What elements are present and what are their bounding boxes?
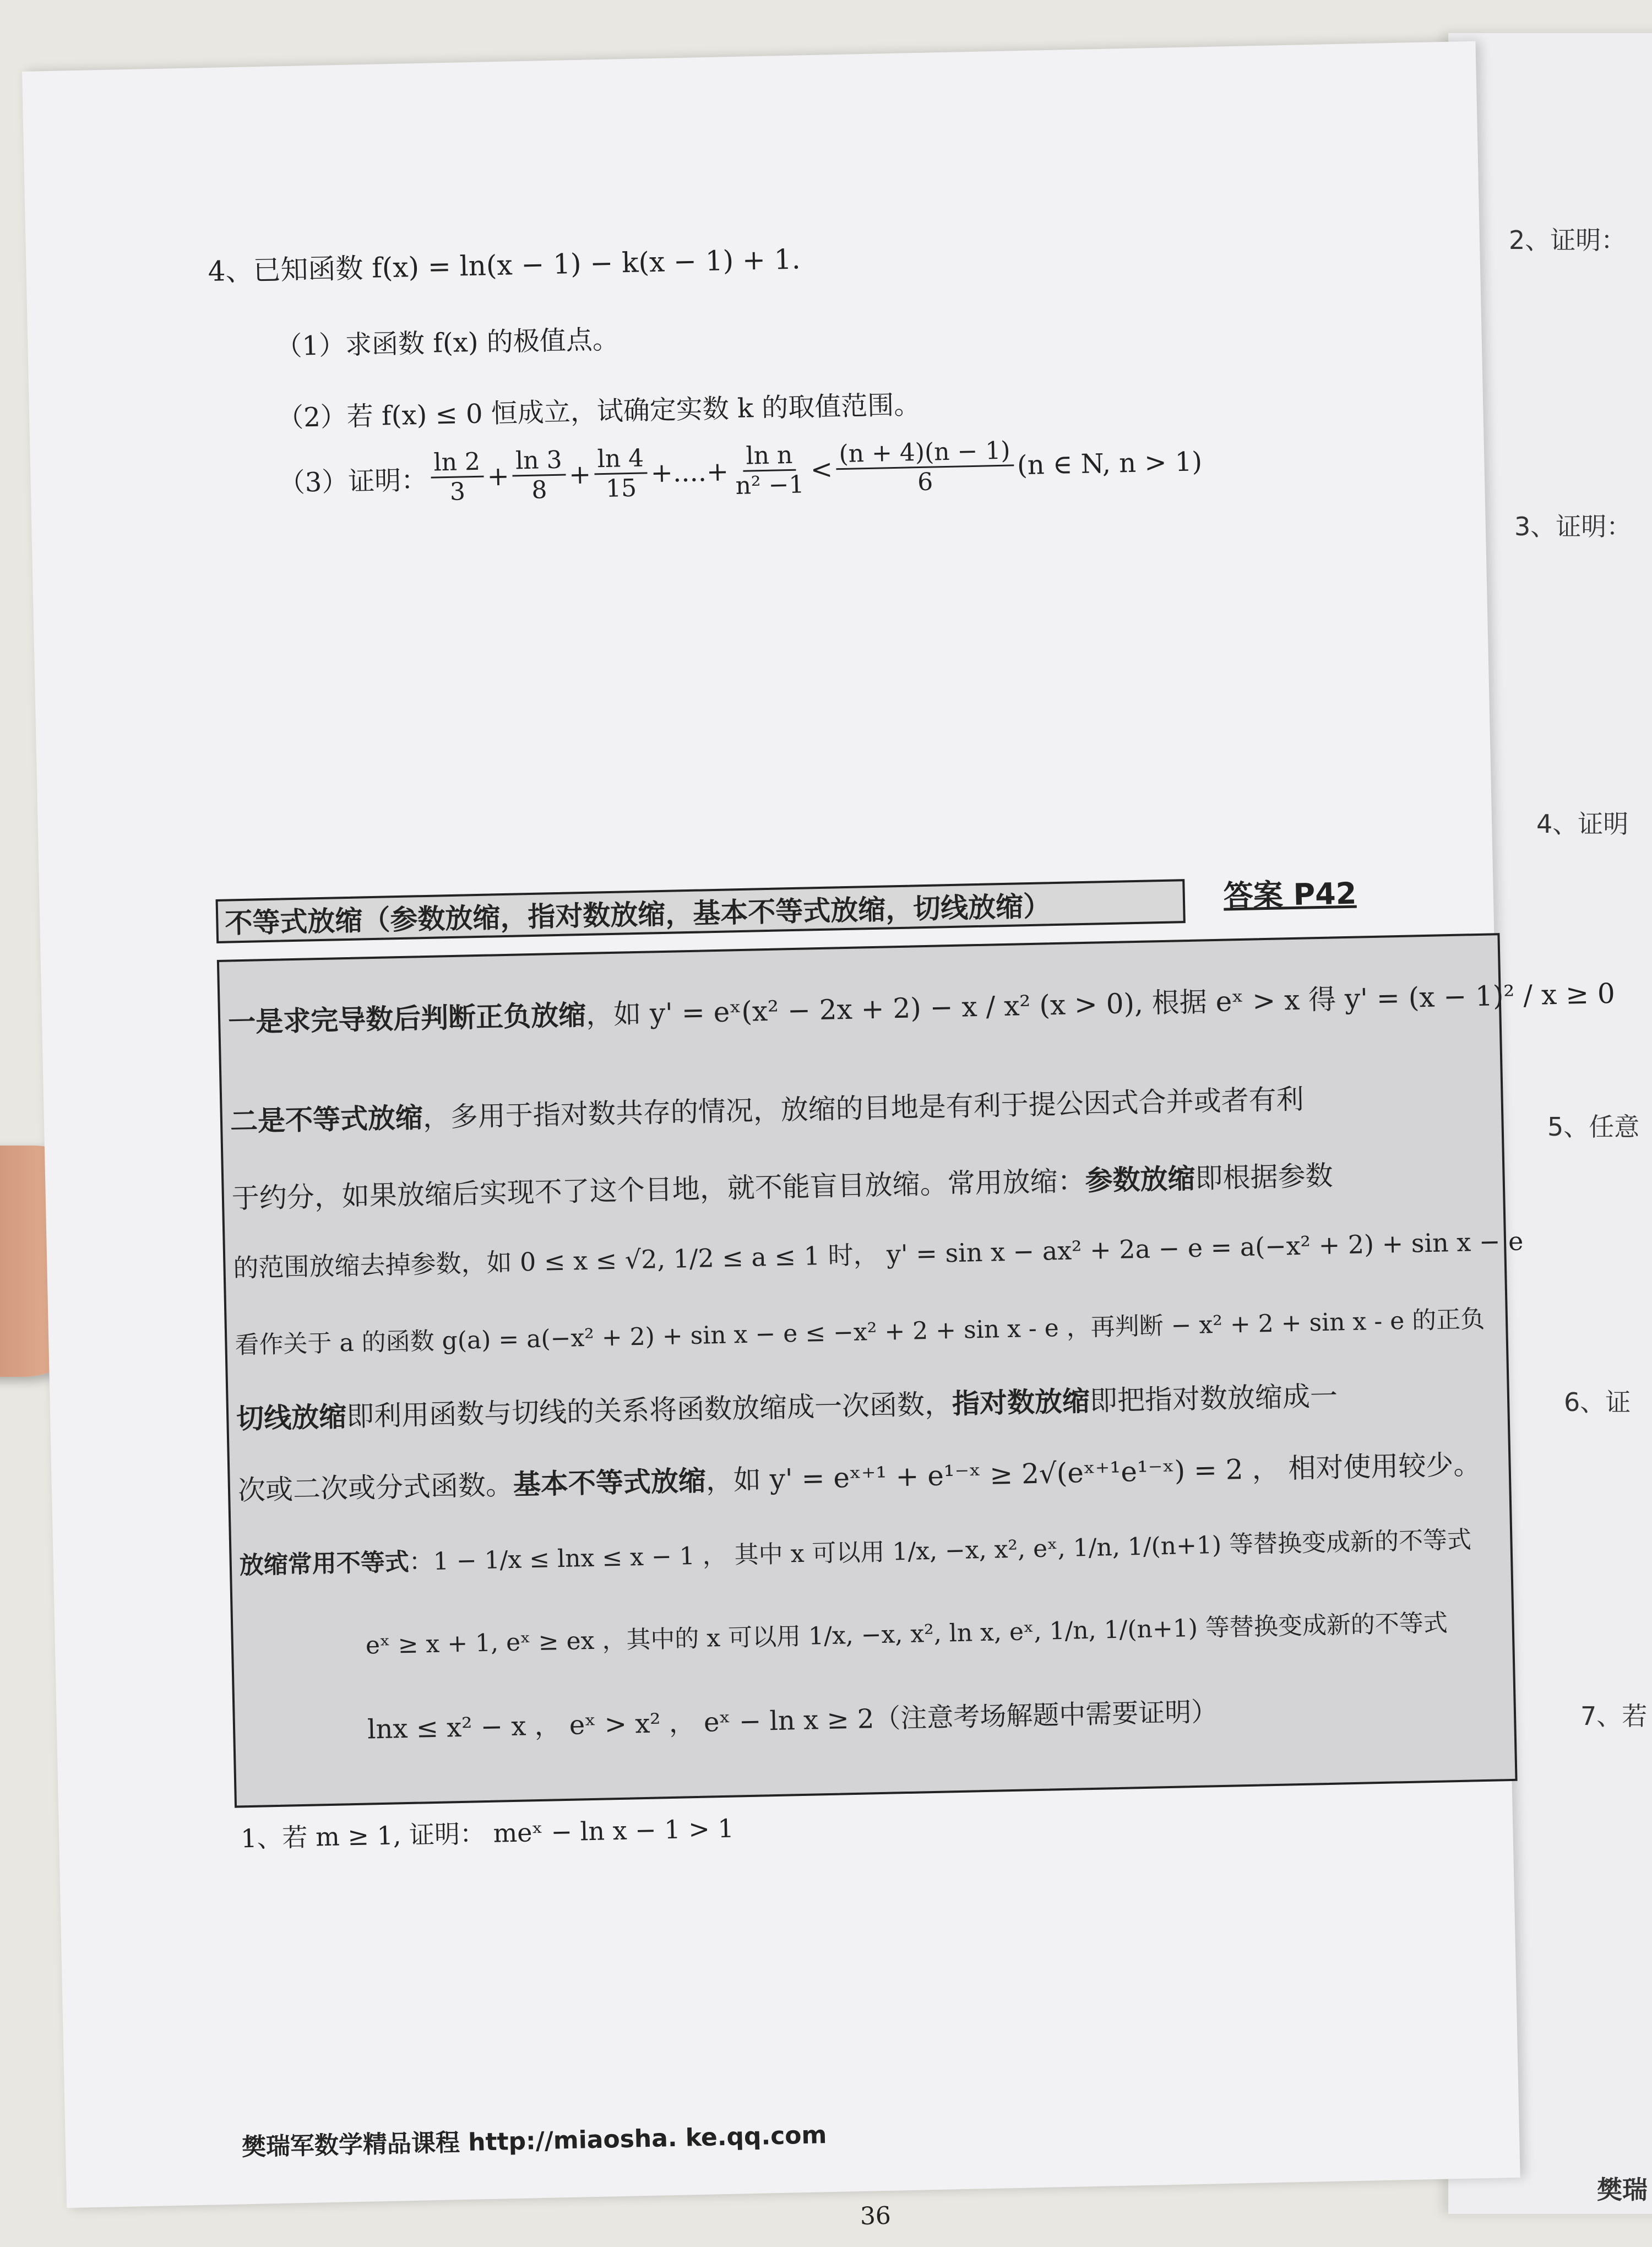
box-line-10: lnx ≤ x² − x ， eˣ > x² ， eˣ − ln x ≥ 2（注意考场解题中需要证明） <box>367 1696 1218 1745</box>
line2-text: ，多用于指对数共存的情况，放缩的目地是有利于提公因式合并或者有利 <box>422 1083 1305 1134</box>
question-4-part-2: （2）若 f(x) ≤ 0 恒成立，试确定实数 k 的取值范围。 <box>276 389 921 434</box>
term-ln2-den: 3 <box>449 477 466 506</box>
right-item-6: 6、证 <box>1564 1387 1631 1417</box>
term-lnn-den: n² −1 <box>735 470 805 501</box>
term-ln4 <box>594 444 648 503</box>
line8-text: ：1 − 1/x ≤ lnx ≤ x − 1 ， 其中 x 可以用 1/x, −x, x², eˣ, 1/n, 1/(n+1) 等替换变成新的不等式 <box>409 1526 1472 1576</box>
plus-sign: + <box>486 460 510 492</box>
box-line-9: eˣ ≥ x + 1, eˣ ≥ ex ，其中的 x 可以用 1/x, −x, x², ln x, eˣ, 1/n, 1/(n+1) 等替换变成新的不等式 <box>365 1609 1448 1660</box>
box-line-7 <box>237 1442 1481 1508</box>
box-line-6 <box>236 1374 1338 1437</box>
line6-text-b: 即把指对数放缩成一 <box>1089 1380 1338 1417</box>
term-lnn <box>731 441 808 500</box>
box-line-4: 的范围放缩去掉参数，如 0 ≤ x ≤ √2, 1/2 ≤ a ≤ 1 时， y' = sin x − ax² + 2a − e = a(−x² + 2) + sin x − e <box>233 1226 1524 1283</box>
condition: (n ∈ N, n > 1) <box>1017 446 1203 481</box>
box-line-5: 看作关于 a 的函数 g(a) = a(−x² + 2) + sin x − e ≤ −x² + 2 + sin x - e ，再判断 − x² + 2 + sin x - e 的正负 <box>234 1305 1485 1360</box>
term-ln4-num: ln 4 <box>594 444 648 475</box>
question-4-part-1: （1）求函数 f(x) 的极值点。 <box>275 324 620 362</box>
question-4-part-3 <box>278 432 1203 509</box>
rhs-den: 6 <box>917 468 933 497</box>
right-item-5: 5、任意 <box>1547 1112 1640 1142</box>
line6-bold-2: 指对数放缩 <box>952 1385 1090 1420</box>
box-line-2 <box>230 1077 1304 1139</box>
right-item-2: 2、证明： <box>1509 225 1627 255</box>
line1-text: ，如 y' = eˣ(x² − 2x + 2) − x / x² (x > 0), 根据 eˣ > x 得 y' = (x − 1)² / x ≥ 0 <box>585 977 1616 1031</box>
box-line-8 <box>239 1519 1471 1581</box>
term-lnn-num: ln n <box>742 441 796 472</box>
right-item-4: 4、证明 <box>1536 809 1629 839</box>
line7-text-a: 次或二次或分式函数。 <box>237 1468 514 1507</box>
term-ln4-den: 15 <box>605 474 637 503</box>
line1-bold: 一是求完导数后判断正负放缩 <box>227 998 586 1039</box>
line3-text-a: 于约分，如果放缩后实现不了这个目地，就不能盲目放缩。常用放缩： <box>231 1165 1086 1215</box>
section-title: 不等式放缩（参数放缩，指对数放缩，基本不等式放缩，切线放缩） <box>216 879 1186 943</box>
footer: 樊瑞军数学精品课程 http://miaosha. ke.qq.com <box>241 2121 827 2162</box>
term-ln3-num: ln 3 <box>512 446 566 476</box>
term-ln3 <box>512 446 567 504</box>
right-item-7: 7、若 <box>1580 1701 1648 1731</box>
line6-text-a: 即利用函数与切线的关系将函数放缩成一次函数， <box>346 1388 953 1433</box>
dots: +....+ <box>650 455 729 489</box>
rhs-fraction <box>835 436 1014 498</box>
answer-reference: 答案 P42 <box>1223 876 1357 914</box>
line3-text-b: 即根据参数 <box>1194 1159 1334 1195</box>
line3-bold: 参数放缩 <box>1084 1162 1196 1197</box>
right-footer: 樊瑞 <box>1597 2175 1648 2205</box>
term-ln2-num: ln 2 <box>430 448 484 479</box>
plus-sign: + <box>568 459 591 490</box>
term-ln2 <box>430 448 485 507</box>
term-ln3-den: 8 <box>531 476 547 504</box>
line6-bold-1: 切线放缩 <box>236 1401 347 1435</box>
part3-prefix: （3）证明： <box>278 464 428 499</box>
line7-text-b: ，如 y' = eˣ⁺¹ + e¹⁻ˣ ≥ 2√(eˣ⁺¹e¹⁻ˣ) = 2 ， 相对使用较少。 <box>705 1448 1481 1497</box>
question-1: 1、若 m ≥ 1, 证明： meˣ − ln x − 1 > 1 <box>240 1813 735 1854</box>
rhs-num: (n + 4)(n − 1) <box>835 436 1014 470</box>
question-4-title: 4、已知函数 f(x) = ln(x − 1) − k(x − 1) + 1. <box>208 243 801 288</box>
right-item-3: 3、证明： <box>1514 512 1632 541</box>
page-number: 36 <box>860 2201 892 2230</box>
line8-bold: 放缩常用不等式 <box>239 1548 410 1580</box>
box-line-1 <box>227 971 1615 1040</box>
less-than: < <box>810 453 833 485</box>
line2-bold: 二是不等式放缩 <box>230 1101 423 1138</box>
line7-bold: 基本不等式放缩 <box>513 1464 707 1501</box>
box-line-3 <box>231 1154 1333 1217</box>
